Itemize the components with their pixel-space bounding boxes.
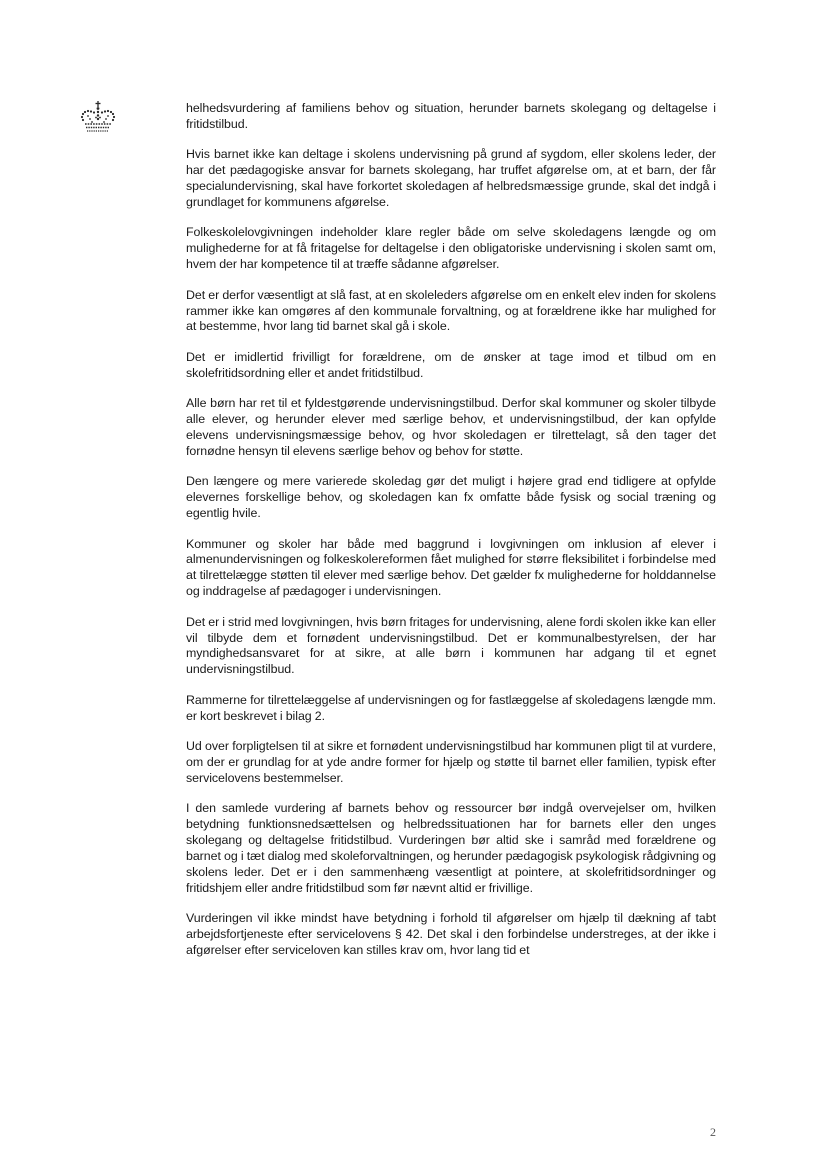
paragraph: Ud over forpligtelsen til at sikre et fornødent undervisningstilbud har kommunen pligt til at vurdere, om der er grundlag for at yde andre former for hjælp og støtte til barnet eller familien, typisk efter servicelovens bestemmelser. bbox=[186, 739, 716, 785]
paragraph: Det er imidlertid frivilligt for forældrene, om de ønsker at tage imod et tilbud om en skolefritidsordning eller et andet fritidstilbud. bbox=[186, 349, 716, 380]
paragraph: Kommuner og skoler har både med baggrund i lovgivningen om inklusion af elever i almenundervisningen og folkeskolereformen fået mulighed for større fleksibilitet i forbindelse med at tilrettelægge støtten til elever med særlige behov. Det gælder fx mulighederne for holddannelse og inddragelse af pædagoger i undervisningen. bbox=[186, 536, 716, 599]
paragraph: helhedsvurdering af familiens behov og situation, herunder barnets skolegang og deltagelse i fritidstilbud. bbox=[186, 101, 716, 131]
paragraph: Hvis barnet ikke kan deltage i skolens undervisning på grund af sygdom, eller skolens leder, der har det pædagogiske ansvar for barnets skolegang, har truffet afgørelse om, at et barn, der får specialundervisning, skal have forkortet skoledagen af helbredsmæssige grunde, skal det indgå i grundlaget for kommunens afgørelse. bbox=[186, 147, 716, 210]
paragraph: Alle børn har ret til et fyldestgørende undervisningstilbud. Derfor skal kommuner og skoler tilbyde alle elever, og herunder elever med særlige behov, et undervisningstilbud, der kan opfylde elevens undervisningsmæssige behov, og hvor skoledagen er tilrettelagt, så den tager det fornødne hensyn til elevens særlige behov og behov for støtte. bbox=[186, 396, 716, 458]
page-number: 2 bbox=[710, 1125, 716, 1139]
body-text bbox=[186, 101, 716, 973]
paragraph: I den samlede vurdering af barnets behov og ressourcer bør indgå overvejelser om, hvilken betydning funktionsnedsættelsen og helbredssituationen har for barnets eller den unges skolegang og deltagelse fritidstilbud. Vurderingen bør altid ske i samråd med forældrene og barnet og i tæt dialog med skoleforvaltningen, og herunder pædagogisk psykologisk rådgivning og skolens leder. Det er i den sammenhæng væsentligt at pointere, at skolefritidsordninger og fritidshjem eller andre fritidstilbud som før nævnt altid er frivillige. bbox=[186, 801, 716, 895]
paragraph: Folkeskolelovgivningen indeholder klare regler både om selve skoledagens længde og om mulighederne for at få fritagelse for deltagelse i den obligatoriske undervisning i skolen samt om, hvem der har kompetence til at træffe sådanne afgørelser. bbox=[186, 225, 716, 272]
paragraph: Vurderingen vil ikke mindst have betydning i forhold til afgørelser om hjælp til dækning af tabt arbejdsfortjeneste efter servicelovens § 42. Det skal i den forbindelse understreges, at der ikke i afgørelser efter serviceloven kan stilles krav om, hvor lang tid et bbox=[186, 911, 716, 958]
paragraph: Det er derfor væsentligt at slå fast, at en skoleleders afgørelse om en enkelt elev inden for skolens rammer ikke kan omgøres af den kommunale forvaltning, og at forældrene ikke har mulighed for at bestemme, hvor lang tid barnet skal gå i skole. bbox=[186, 287, 716, 334]
paragraph: Det er i strid med lovgivningen, hvis børn fritages for undervisning, alene fordi skolen ikke kan eller vil tilbyde dem et fornødent undervisningstilbud. Det er kommunalbestyrelsen, der har myndighedsansvaret for at sikre, at alle børn i kommunen har adgang til et egnet undervisningstilbud. bbox=[186, 614, 716, 677]
paragraph: Den længere og mere varierede skoledag gør det muligt i højere grad end tidligere at opfylde elevernes forskellige behov, og skoledagen kan fx omfatte både fysisk og social træning og egentlig hvile. bbox=[186, 474, 716, 521]
paragraph: Rammerne for tilrettelæggelse af undervisningen og for fastlæggelse af skoledagens længde mm. er kort beskrevet i bilag 2. bbox=[186, 692, 716, 723]
crown-icon bbox=[78, 100, 118, 136]
